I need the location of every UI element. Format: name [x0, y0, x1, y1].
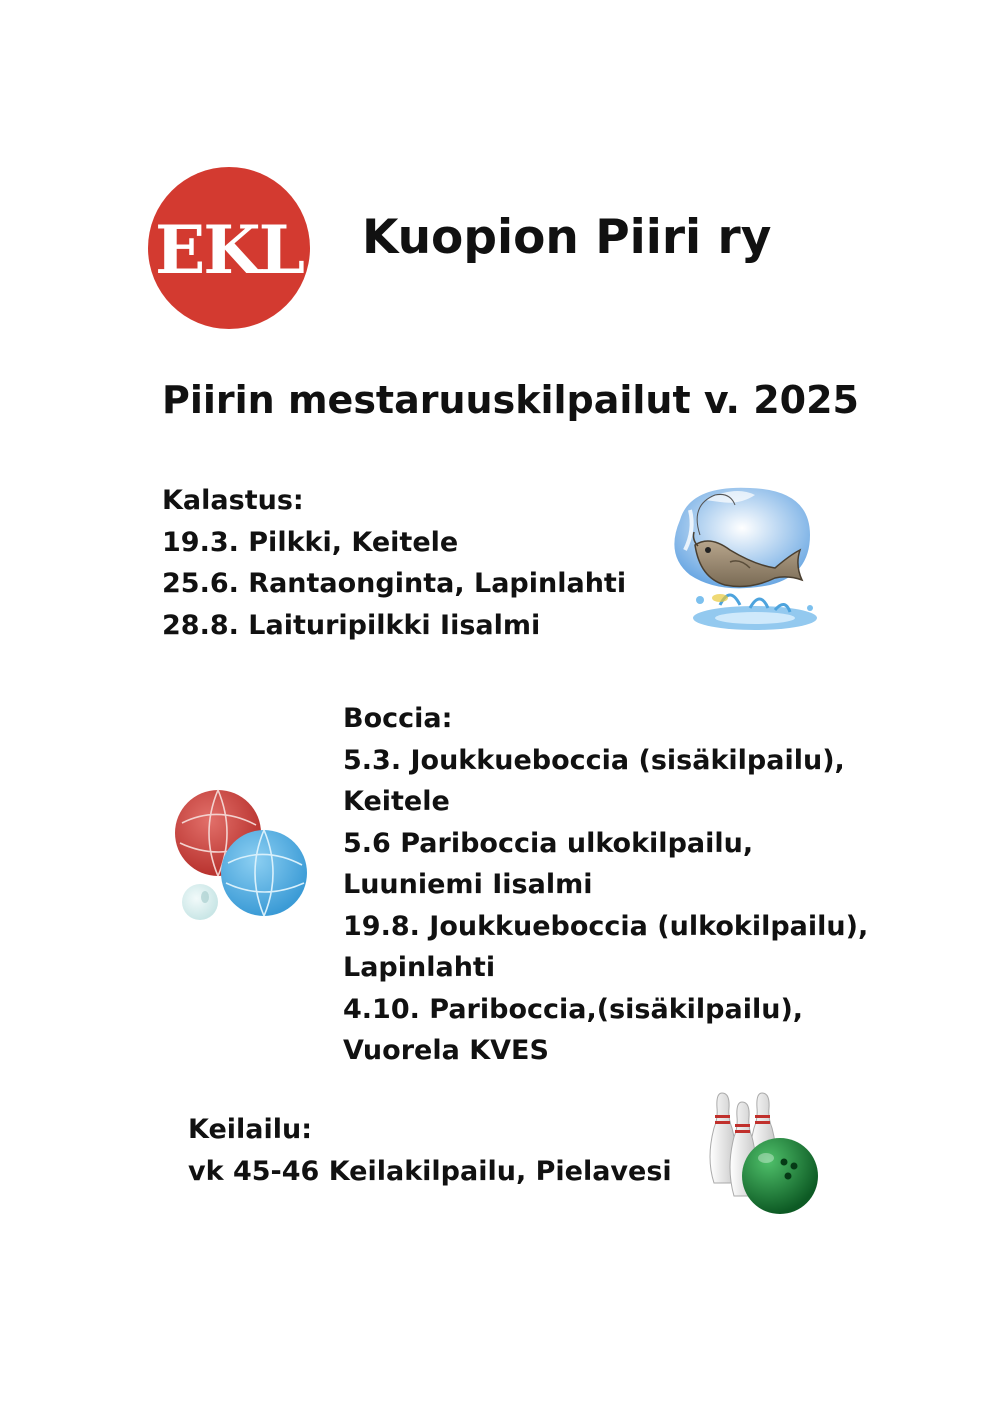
kalastus-event: 19.3. Pilkki, Keitele	[162, 526, 459, 558]
kalastus-heading: Kalastus:	[162, 485, 304, 516]
kalastus-event: 25.6. Rantaonginta, Lapinlahti	[162, 568, 627, 599]
kalastus-section	[162, 480, 626, 646]
boccia-event: Keitele	[343, 786, 450, 817]
boccia-section	[343, 698, 868, 1072]
bowling-icon	[700, 1088, 820, 1218]
org-name: Kuopion Piiri ry	[362, 210, 772, 265]
boccia-event: 5.6 Pariboccia ulkokilpailu,	[343, 827, 754, 859]
boccia-event: 4.10. Pariboccia,(sisäkilpailu),	[343, 993, 804, 1025]
logo-text: EKL	[154, 211, 304, 289]
boccia-event: Vuorela KVES	[343, 1035, 549, 1066]
boccia-balls-icon	[170, 785, 315, 925]
ekl-logo	[148, 167, 310, 329]
boccia-event: Luuniemi Iisalmi	[343, 869, 593, 900]
keilailu-section	[188, 1109, 672, 1192]
boccia-heading: Boccia:	[343, 703, 453, 734]
fish-icon	[660, 480, 825, 640]
keilailu-event: vk 45-46 Keilakilpailu, Pielavesi	[188, 1155, 672, 1187]
boccia-event: 19.8. Joukkueboccia (ulkokilpailu),	[343, 910, 869, 942]
boccia-event: 5.3. Joukkueboccia (sisäkilpailu),	[343, 744, 845, 776]
kalastus-event: 28.8. Laituripilkki Iisalmi	[162, 609, 541, 641]
boccia-event: Lapinlahti	[343, 952, 496, 983]
page-title: Piirin mestaruuskilpailut v. 2025	[162, 378, 859, 422]
keilailu-heading: Keilailu:	[188, 1114, 313, 1145]
